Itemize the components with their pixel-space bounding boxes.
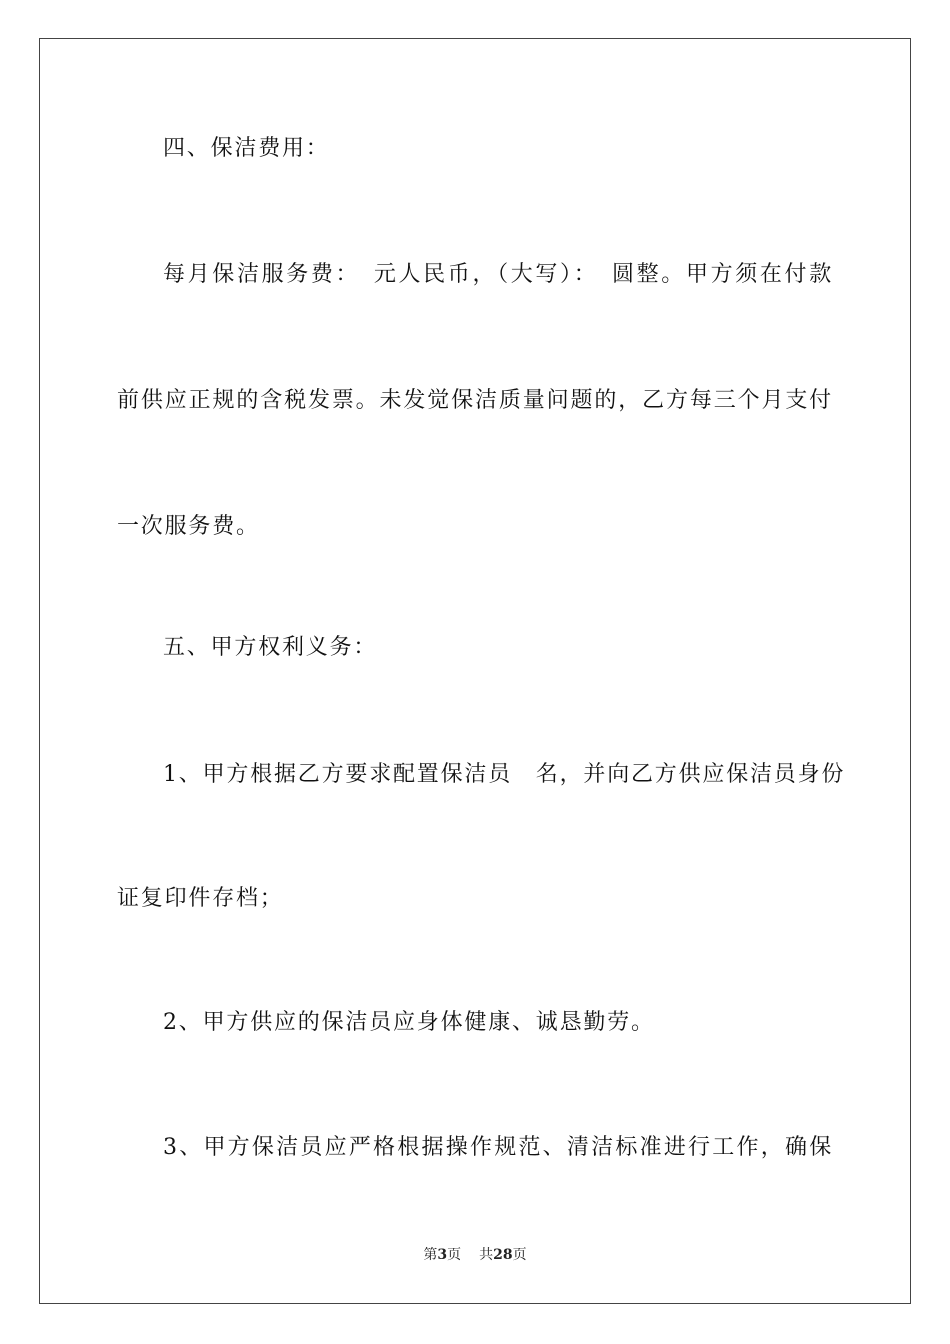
paragraph-line: 一次服务费。 (117, 514, 260, 539)
paragraph-line: 前供应正规的含税发票。未发觉保洁质量问题的，乙方每三个月支付 (117, 388, 833, 413)
footer-page-mid: 页 (447, 1247, 462, 1263)
list-item-line: 3、甲方保洁员应严格根据操作规范、清洁标准进行工作，确保 (163, 1135, 833, 1160)
page-footer (0, 1246, 950, 1264)
paragraph-line: 每月保洁服务费： 元人民币，（大写）： 圆整。甲方须在付款 (163, 262, 833, 287)
section-heading-fees: 四、保洁费用： (163, 136, 330, 161)
section-heading-party-a: 五、甲方权利义务： (163, 635, 378, 660)
footer-page-prefix: 第 (423, 1247, 438, 1263)
footer-page-current: 3 (437, 1247, 448, 1263)
footer-total-suffix: 页 (512, 1247, 527, 1263)
list-item-line: 证复印件存档； (117, 886, 284, 911)
footer-page-total: 28 (493, 1247, 513, 1263)
footer-total-prefix: 共 (479, 1247, 494, 1263)
list-item-line: 1、甲方根据乙方要求配置保洁员 名，并向乙方供应保洁员身份 (163, 762, 846, 787)
list-item-line: 2、甲方供应的保洁员应身体健康、诚恳勤劳。 (163, 1010, 655, 1035)
page-border (39, 38, 911, 1304)
